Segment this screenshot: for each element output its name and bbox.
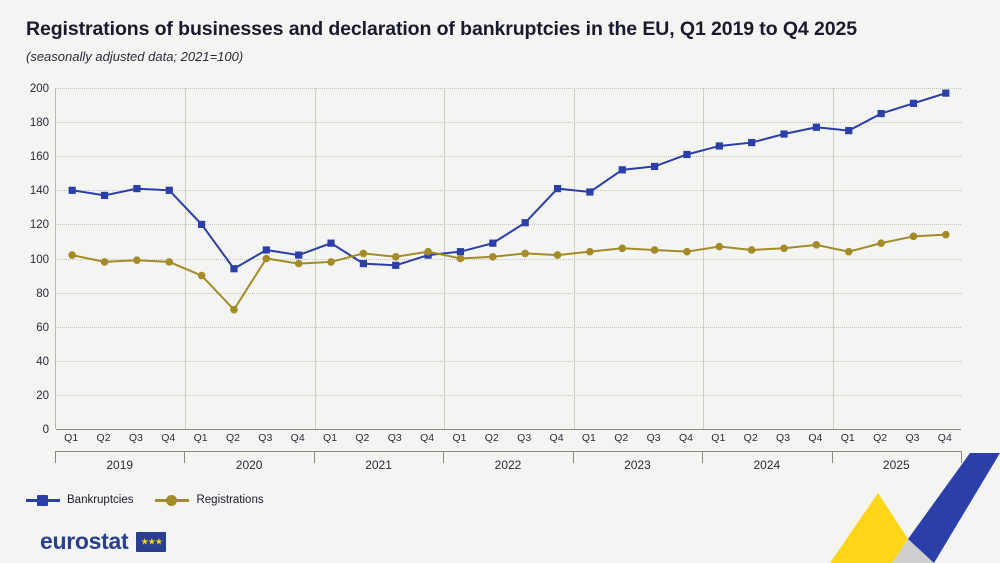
y-axis-tick-label: 120 bbox=[29, 219, 49, 232]
x-axis-tick-label: Q1 bbox=[840, 432, 855, 444]
data-point bbox=[327, 258, 335, 266]
y-axis-tick-label: 140 bbox=[29, 185, 49, 198]
x-axis-tick-label: Q3 bbox=[905, 432, 920, 444]
x-axis-year-labels bbox=[55, 451, 961, 477]
data-point bbox=[683, 151, 690, 158]
year-separator bbox=[55, 451, 56, 463]
x-axis-tick-label: Q1 bbox=[193, 432, 208, 444]
x-axis-tick-label: Q2 bbox=[873, 432, 888, 444]
data-point bbox=[424, 248, 432, 256]
y-axis-tick-label: 0 bbox=[42, 424, 49, 436]
x-axis-tick-label: Q2 bbox=[355, 432, 370, 444]
x-axis-tick-label: Q3 bbox=[128, 432, 143, 444]
eu-flag-icon bbox=[136, 532, 166, 552]
data-point bbox=[133, 256, 141, 264]
data-point bbox=[489, 253, 497, 261]
data-point bbox=[878, 110, 885, 117]
x-axis-tick-label: Q3 bbox=[387, 432, 402, 444]
x-axis-tick-label: Q3 bbox=[646, 432, 661, 444]
data-point bbox=[457, 255, 465, 263]
data-point bbox=[619, 166, 626, 173]
y-axis-tick-label: 40 bbox=[36, 355, 49, 368]
data-point bbox=[845, 248, 853, 256]
x-axis-tick-label: Q2 bbox=[484, 432, 499, 444]
x-axis-tick-label: Q4 bbox=[290, 432, 305, 444]
data-point bbox=[489, 240, 496, 247]
x-axis-quarter-labels bbox=[55, 429, 961, 451]
x-axis-tick-label: Q3 bbox=[776, 432, 791, 444]
year-separator bbox=[184, 451, 185, 463]
data-point bbox=[295, 251, 302, 258]
year-separator bbox=[573, 451, 574, 463]
x-axis-tick-label: Q3 bbox=[517, 432, 532, 444]
data-point bbox=[586, 248, 594, 256]
page-title: Registrations of businesses and declaration of bankruptcies in the EU, Q1 2019 to Q4 2025 bbox=[26, 18, 857, 40]
data-point bbox=[263, 255, 271, 263]
year-separator bbox=[443, 451, 444, 463]
x-axis-tick-label: Q4 bbox=[420, 432, 435, 444]
data-point bbox=[748, 246, 756, 254]
eurostat-logo bbox=[40, 528, 166, 555]
year-label: 2022 bbox=[494, 458, 522, 472]
data-point bbox=[554, 185, 561, 192]
year-label: 2019 bbox=[106, 458, 134, 472]
data-point bbox=[230, 265, 237, 272]
data-point bbox=[68, 251, 76, 259]
brand-mark-graphic bbox=[830, 453, 1000, 563]
data-point bbox=[133, 185, 140, 192]
data-point bbox=[618, 244, 626, 252]
year-separator bbox=[702, 451, 703, 463]
data-point bbox=[586, 188, 593, 195]
x-axis-tick-label: Q4 bbox=[161, 432, 176, 444]
data-point bbox=[716, 142, 723, 149]
data-point bbox=[165, 258, 173, 266]
data-point bbox=[392, 262, 399, 269]
eurostat-wordmark: eurostat bbox=[40, 528, 129, 554]
data-point bbox=[683, 248, 691, 256]
x-axis-tick-label: Q4 bbox=[549, 432, 564, 444]
data-point bbox=[910, 233, 918, 241]
data-point bbox=[942, 231, 950, 239]
x-axis-tick-label: Q3 bbox=[258, 432, 273, 444]
y-axis-tick-label: 60 bbox=[36, 321, 49, 334]
year-label: 2021 bbox=[365, 458, 392, 472]
data-point bbox=[521, 250, 529, 258]
legend-swatch bbox=[155, 494, 189, 506]
x-axis-tick-label: Q4 bbox=[678, 432, 693, 444]
y-axis-tick-label: 200 bbox=[29, 83, 49, 95]
data-point bbox=[360, 250, 368, 258]
x-axis-tick-label: Q1 bbox=[64, 432, 79, 444]
x-axis-tick-label: Q2 bbox=[225, 432, 240, 444]
series-layer bbox=[56, 88, 962, 429]
x-axis-tick-label: Q1 bbox=[323, 432, 338, 444]
data-point bbox=[360, 260, 367, 267]
x-axis-tick-label: Q2 bbox=[614, 432, 629, 444]
eu-stars: ★★★ bbox=[140, 536, 162, 546]
year-separator bbox=[314, 451, 315, 463]
x-axis-tick-label: Q1 bbox=[452, 432, 467, 444]
data-point bbox=[166, 187, 173, 194]
y-axis-tick-label: 100 bbox=[29, 253, 49, 266]
year-label: 2023 bbox=[624, 458, 651, 472]
y-axis-tick-label: 80 bbox=[36, 287, 49, 300]
data-point bbox=[554, 251, 562, 259]
data-point bbox=[813, 124, 820, 131]
data-point bbox=[877, 239, 885, 247]
data-point bbox=[101, 258, 109, 266]
data-point bbox=[716, 243, 724, 251]
data-point bbox=[101, 192, 108, 199]
legend-label: Registrations bbox=[196, 494, 264, 506]
x-axis-tick-label: Q2 bbox=[743, 432, 758, 444]
data-point bbox=[942, 90, 949, 97]
data-point bbox=[845, 127, 852, 134]
data-point bbox=[457, 248, 464, 255]
data-point bbox=[910, 100, 917, 107]
x-axis-tick-label: Q1 bbox=[711, 432, 726, 444]
data-point bbox=[327, 240, 334, 247]
data-point bbox=[651, 163, 658, 170]
data-point bbox=[748, 139, 755, 146]
page-subtitle: (seasonally adjusted data; 2021=100) bbox=[26, 49, 244, 64]
data-point bbox=[198, 272, 206, 280]
year-label: 2020 bbox=[235, 458, 263, 472]
data-point bbox=[392, 253, 400, 261]
data-point bbox=[651, 246, 659, 254]
legend-label: Bankruptcies bbox=[67, 494, 134, 506]
data-point bbox=[263, 246, 270, 253]
plot-area bbox=[29, 83, 961, 436]
data-point bbox=[780, 130, 787, 137]
data-point bbox=[230, 306, 238, 314]
data-point bbox=[69, 187, 76, 194]
data-point bbox=[522, 219, 529, 226]
y-axis-tick-label: 180 bbox=[29, 117, 49, 130]
x-axis-tick-label: Q4 bbox=[937, 432, 952, 444]
legend-item-registrations[interactable] bbox=[155, 494, 263, 506]
chart-legend bbox=[26, 494, 264, 506]
y-axis-tick-label: 160 bbox=[29, 151, 49, 164]
legend-item-bankruptcies[interactable] bbox=[26, 494, 133, 506]
x-axis-tick-label: Q2 bbox=[96, 432, 111, 444]
data-point bbox=[198, 221, 205, 228]
legend-swatch bbox=[26, 494, 60, 506]
data-point bbox=[780, 244, 788, 252]
x-axis-tick-label: Q4 bbox=[808, 432, 823, 444]
x-axis-tick-label: Q1 bbox=[581, 432, 596, 444]
data-point bbox=[295, 260, 303, 268]
year-label: 2024 bbox=[753, 458, 781, 472]
y-axis-tick-label: 20 bbox=[36, 389, 49, 402]
data-point bbox=[813, 241, 821, 249]
year-label: 2025 bbox=[882, 458, 910, 472]
